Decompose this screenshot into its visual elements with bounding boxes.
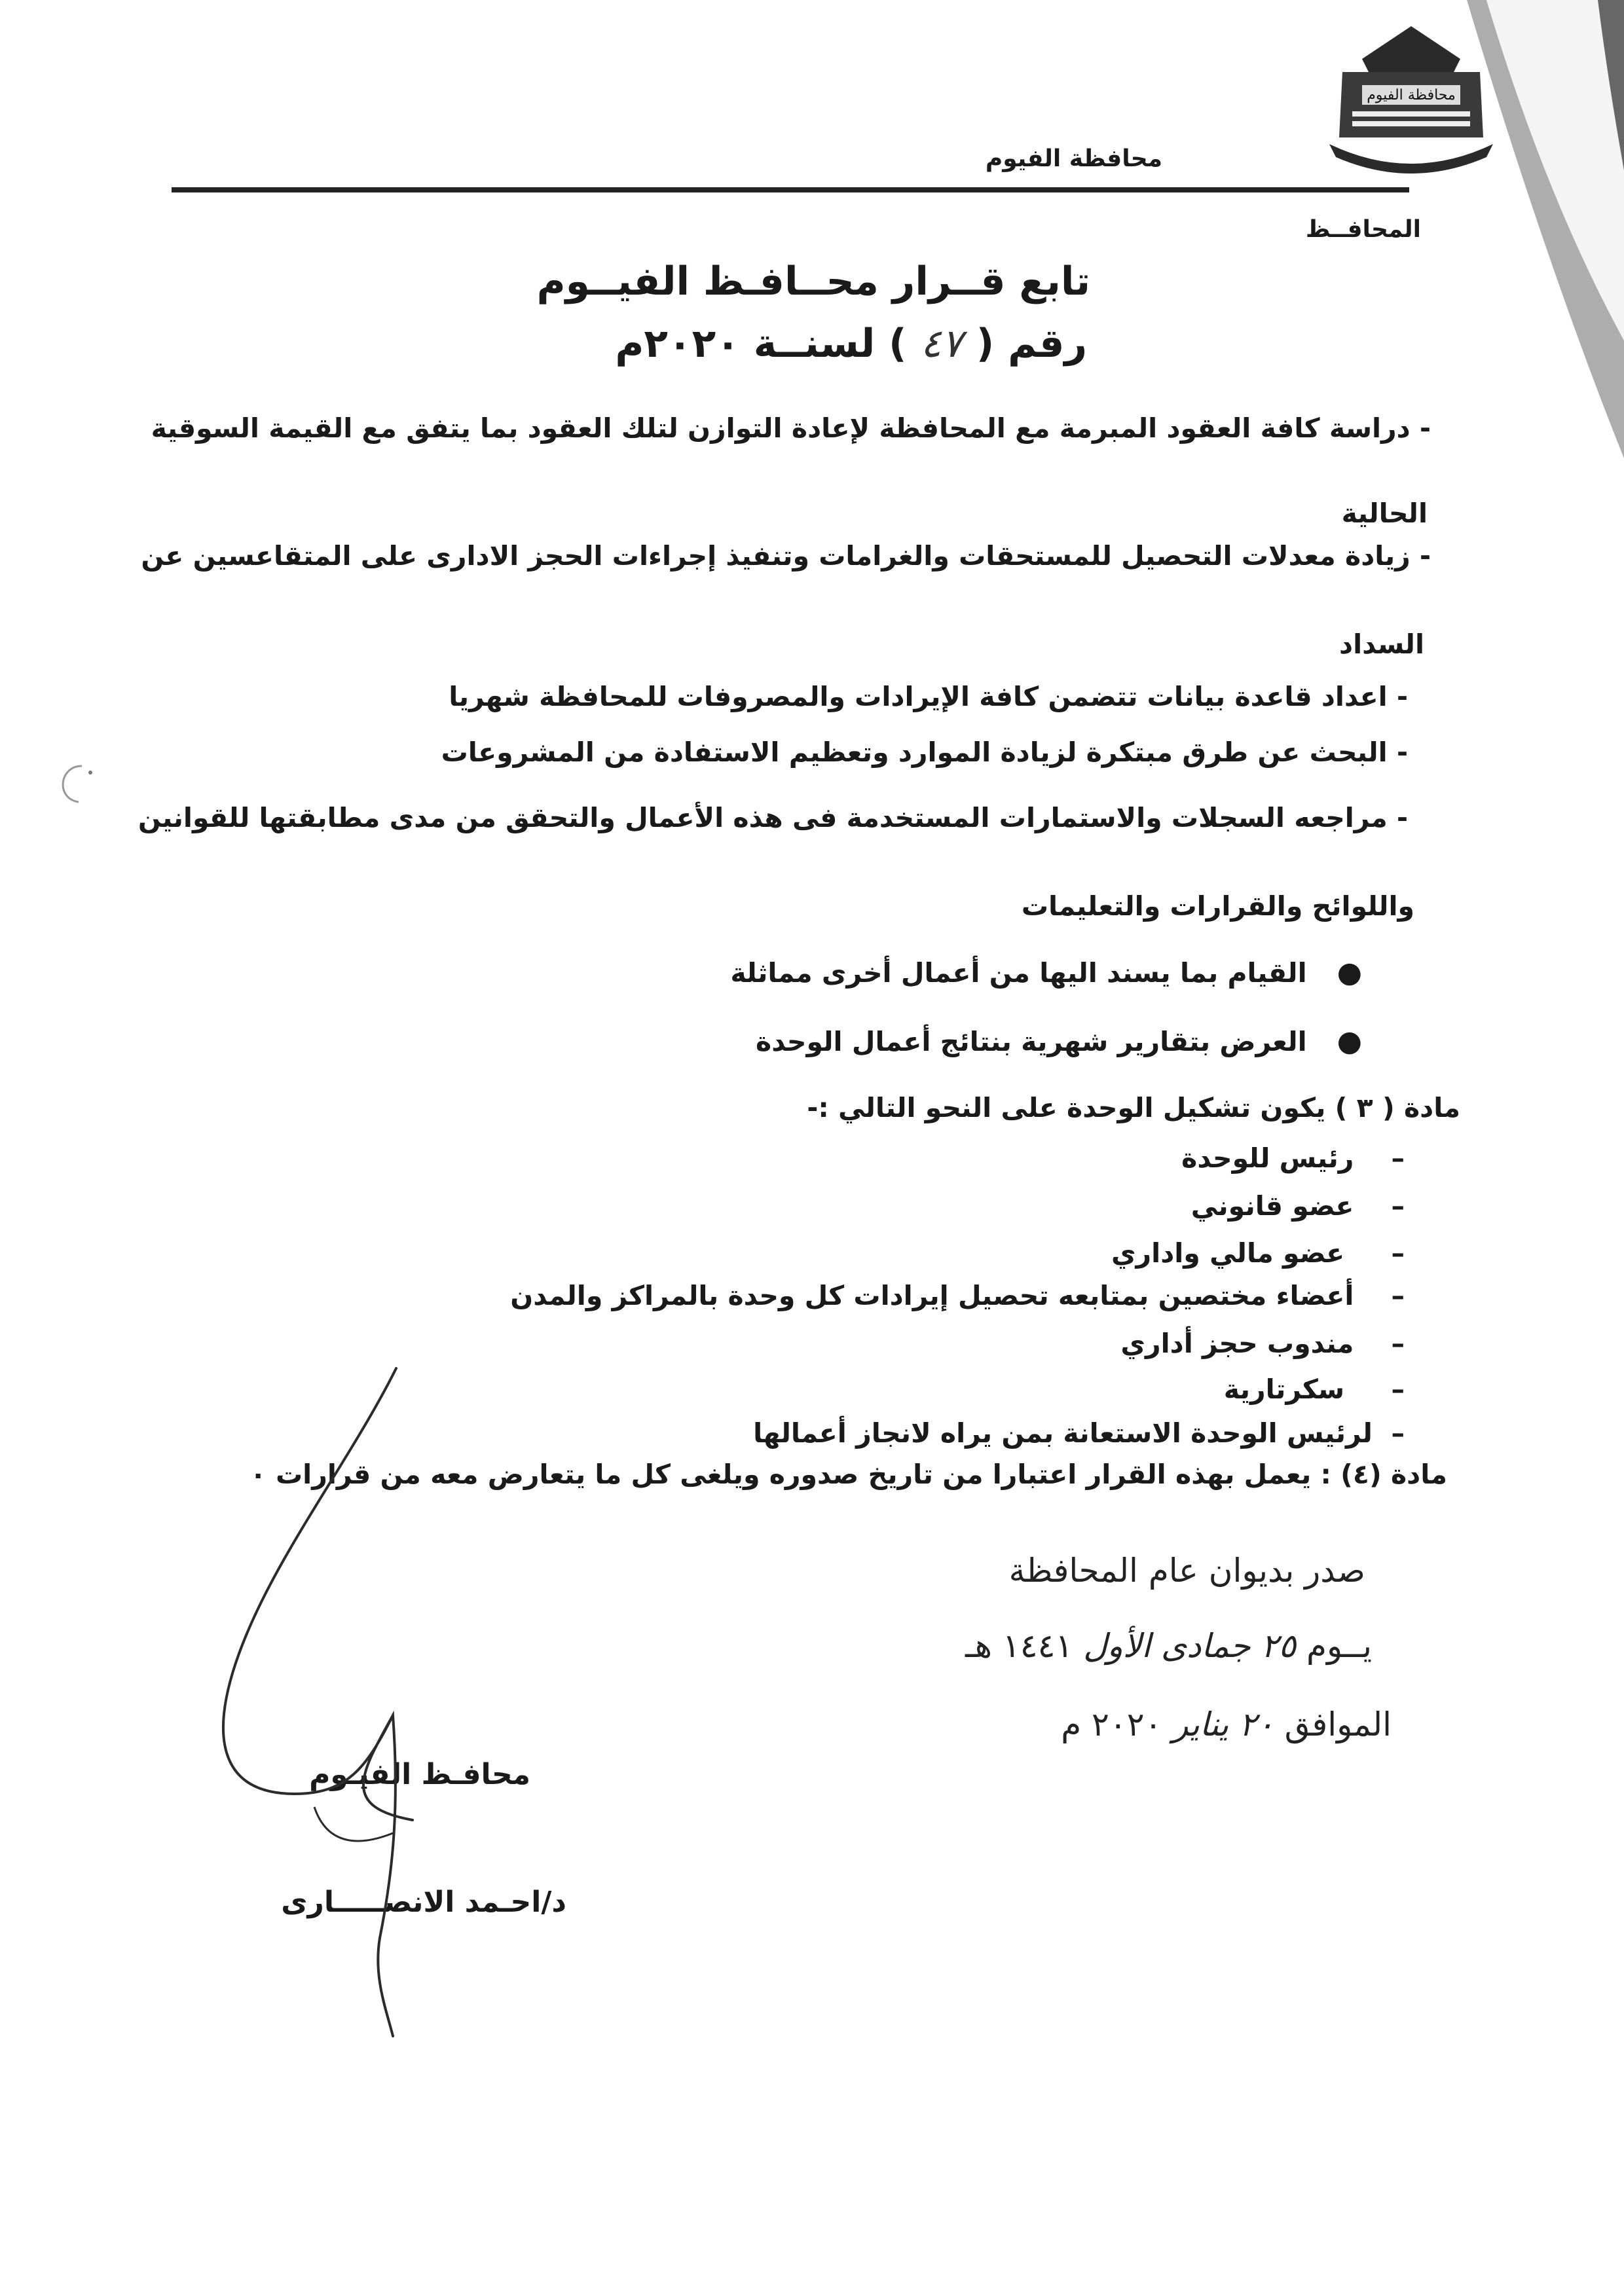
article-3-heading: مادة ( ٣ ) يكون تشكيل الوحدة على النحو التالي :- <box>807 1092 1460 1123</box>
member-item: – عضو مالي واداري <box>1111 1237 1405 1269</box>
decree-number <box>615 321 1087 367</box>
member-item: – عضو قانوني <box>1190 1190 1405 1222</box>
member-item: – سكرتارية <box>1223 1374 1405 1405</box>
list-item: - مراجعه السجلات والاستمارات المستخدمة فى هذه الأعمال والتحقق من مدى مطابقتها للقوانين <box>138 802 1408 833</box>
page-fold-shadow <box>1467 0 1624 458</box>
bullet-icon: ● <box>1306 956 1362 989</box>
decree-title: تابع قــرار محــافـظ الفيــوم <box>536 259 1090 304</box>
dash-icon: – <box>1354 1280 1405 1311</box>
decree-prefix: رقم ( <box>976 321 1087 367</box>
governorate-name: محافظة الفيوم <box>985 145 1162 172</box>
member-item: – مندوب حجز أداري <box>1120 1328 1405 1359</box>
bullet-item: ● القيام بما يسند اليها من أعمال أخرى مماثلة <box>730 956 1362 989</box>
punch-mark <box>46 759 105 812</box>
dash-icon: – <box>1372 1417 1405 1449</box>
decree-suffix: ) لسنــة ٢٠٢٠م <box>615 321 907 367</box>
dash-icon: – <box>1354 1328 1405 1359</box>
handwritten-signature <box>196 1349 471 2043</box>
decree-handwritten-number: ٤٧ <box>920 321 963 367</box>
list-item: - اعداد قاعدة بيانات تتضمن كافة الإيرادات والمصروفات للمحافظة شهريا <box>449 681 1408 712</box>
member-item: – أعضاء مختصين بمتابعه تحصيل إيرادات كل وحدة بالمراكز والمدن <box>510 1280 1405 1311</box>
dash-icon: – <box>1354 1142 1405 1174</box>
signature-title: محافـظ الفيـوم <box>309 1758 530 1791</box>
dash-icon: – <box>1344 1237 1405 1269</box>
issued-at: صدر بديوان عام المحافظة <box>1008 1552 1365 1590</box>
bullet-item: ● العرض بتقارير شهرية بنتائج أعمال الوحدة <box>756 1025 1362 1058</box>
list-item: واللوائح والقرارات والتعليمات <box>1021 890 1414 922</box>
member-item: – رئيس للوحدة <box>1181 1142 1405 1174</box>
member-item: – لرئيس الوحدة الاستعانة بمن يراه لانجاز أعمالها <box>753 1417 1405 1449</box>
gregorian-handwritten: ٢٠ يناير <box>1172 1705 1274 1743</box>
list-item: - زيادة معدلات التحصيل للمستحقات والغرامات وتنفيذ إجراءات الحجز الادارى على المتقاعسين عن <box>141 540 1431 572</box>
gregorian-date: الموافق ٢٠ يناير ٢٠٢٠ م <box>1061 1705 1392 1743</box>
dash-icon: – <box>1354 1190 1405 1222</box>
emblem-text: محافظة الفيوم <box>1367 87 1456 103</box>
list-item: السداد <box>1339 629 1424 660</box>
hijri-date: يــوم ٢٥ جمادى الأول ١٤٤١ هـ <box>965 1627 1372 1665</box>
hijri-handwritten: ٢٥ جمادى الأول <box>1083 1627 1297 1665</box>
dash-icon: – <box>1344 1374 1405 1405</box>
signature-name: د/احـمد الانصـــــارى <box>281 1886 566 1919</box>
bullet-icon: ● <box>1306 1025 1362 1058</box>
list-item: - البحث عن طرق مبتكرة لزيادة الموارد وتعظيم الاستفادة من المشروعات <box>441 737 1408 768</box>
office-label: المحافــظ <box>1305 216 1421 243</box>
list-item: - دراسة كافة العقود المبرمة مع المحافظة لإعادة التوازن لتلك العقود بما يتفق مع القيمة السوقية <box>151 412 1431 444</box>
list-item: الحالية <box>1341 498 1428 529</box>
header-divider <box>172 187 1409 192</box>
article-4: مادة (٤) : يعمل بهذه القرار اعتبارا من تاريخ صدوره ويلغى كل ما يتعارض معه من قرارات ٠ <box>249 1459 1447 1490</box>
